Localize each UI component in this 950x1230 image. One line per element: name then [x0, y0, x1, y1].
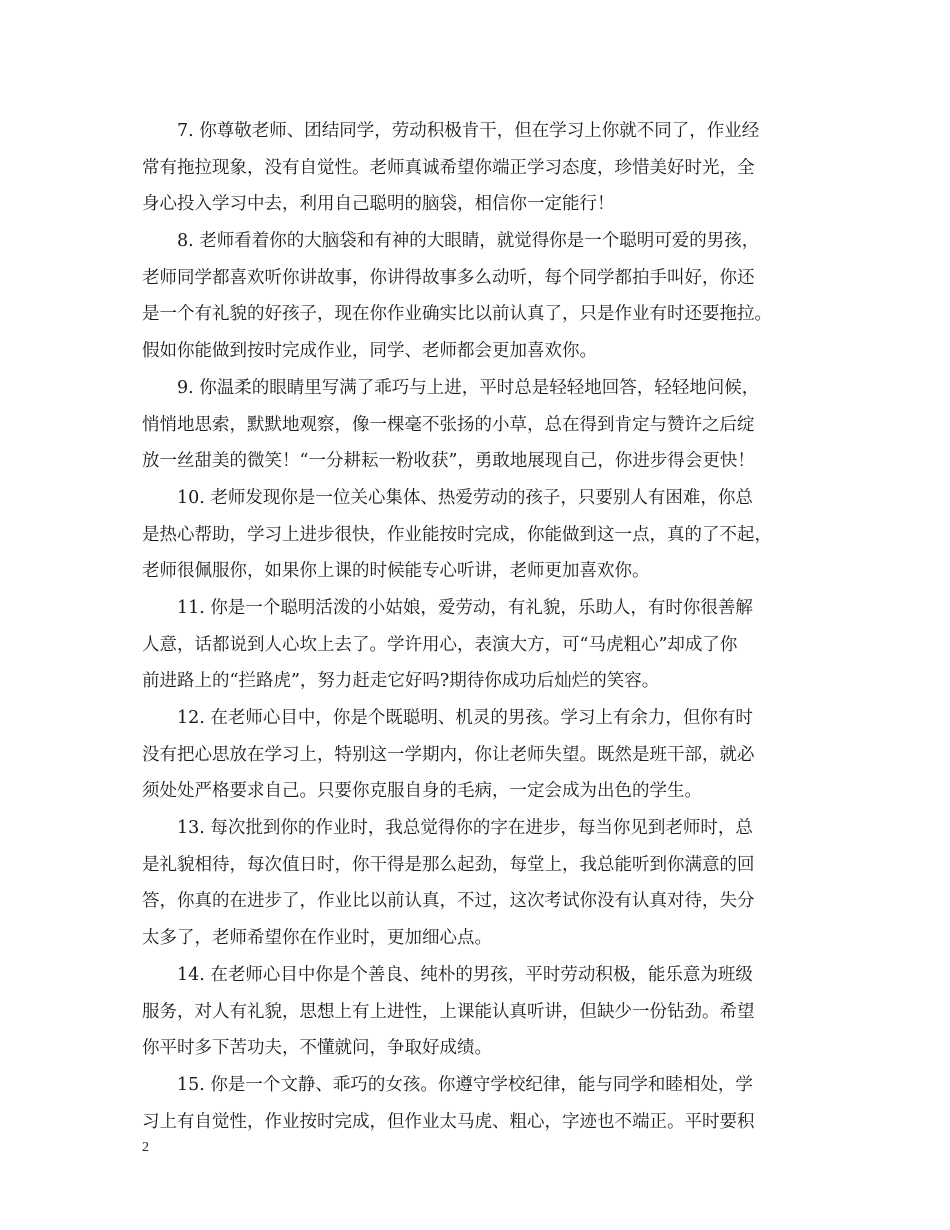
paragraph-7: [142, 113, 812, 223]
text-line: 太多了，老师希望你在作业时，更加细心点。: [142, 928, 492, 949]
text-line: 是一个有礼貌的好孩子，现在你作业确实比以前认真了，只是作业有时还要拖拉。: [142, 304, 772, 325]
text-line: 假如你能做到按时完成作业，同学、老师都会更加喜欢你。: [142, 341, 597, 362]
text-line: 人意，话都说到人心坎上去了。学许用心，表演大方，可“马虎粗心”却成了你: [142, 634, 738, 655]
text-line: 7. 你尊敬老师、团结同学，劳动积极肯干，但在学习上你就不同了，作业经: [177, 121, 760, 141]
page-number: 2: [142, 1140, 149, 1155]
paragraph-12: [142, 700, 812, 810]
paragraph-13: [142, 810, 812, 957]
text-line: 须处处严格要求自己。只要你克服自身的毛病，一定会成为出色的学生。: [142, 781, 702, 802]
text-line: 老师同学都喜欢听你讲故事，你讲得故事多么动听，每个同学都拍手叫好，你还: [142, 267, 755, 288]
text-line: 悄悄地思索，默默地观察，像一棵毫不张扬的小草，总在得到肯定与赞许之后绽: [142, 414, 755, 435]
text-line: 你平时多下苦功夫，不懂就问，争取好成绩。: [142, 1038, 492, 1059]
body-text: [142, 113, 812, 1140]
text-line: 8. 老师看着你的大脑袋和有神的大眼睛，就觉得你是一个聪明可爱的男孩，: [177, 231, 760, 252]
paragraph-15: [142, 1067, 812, 1140]
text-line: 老师很佩服你，如果你上课的时候能专心听讲，老师更加喜欢你。: [142, 561, 650, 582]
text-line: 答，你真的在进步了，作业比以前认真，不过，这次考试你没有认真对待，失分: [142, 891, 755, 912]
text-line: 是热心帮助，学习上进步很快，作业能按时完成，你能做到这一点，真的了不起，: [142, 524, 772, 545]
text-line: 服务，对人有礼貌，思想上有上进性，上课能认真听讲，但缺少一份钻劲。希望: [142, 1001, 755, 1022]
text-line: 13. 每次批到你的作业时，我总觉得你的字在进步，每当你见到老师时，总: [177, 818, 753, 839]
paragraph-11: [142, 590, 812, 700]
text-line: 前进路上的“拦路虎”，努力赶走它好吗?期待你成功后灿烂的笑容。: [142, 671, 660, 692]
text-line: 习上有自觉性，作业按时完成，但作业太马虎、粗心，字迹也不端正。平时要积: [142, 1111, 755, 1132]
text-line: 身心投入学习中去，利用自己聪明的脑袋，相信你一定能行！: [142, 194, 615, 215]
text-line: 15. 你是一个文静、乖巧的女孩。你遵守学校纪律，能与同学和睦相处，学: [177, 1074, 753, 1095]
text-line: 常有拖拉现象，没有自觉性。老师真诚希望你端正学习态度，珍惜美好时光，全: [142, 157, 755, 178]
text-line: 14. 在老师心目中你是个善良、纯朴的男孩，平时劳动积极，能乐意为班级: [177, 964, 753, 985]
text-line: 9. 你温柔的眼睛里写满了乖巧与上进，平时总是轻轻地回答，轻轻地问候，: [177, 377, 760, 398]
text-line: 没有把心思放在学习上，特别这一学期内，你让老师失望。既然是班干部，就必: [142, 744, 755, 765]
text-line: 10. 老师发现你是一位关心集体、热爱劳动的孩子，只要别人有困难，你总: [177, 487, 753, 508]
text-line: 是礼貌相待，每次值日时，你干得是那么起劲，每堂上，我总能听到你满意的回: [142, 854, 755, 875]
paragraph-9: [142, 370, 812, 480]
text-line: 11. 你是一个聪明活泼的小姑娘，爱劳动，有礼貌，乐助人，有时你很善解: [177, 597, 753, 618]
text-line: 放一丝甜美的微笑！“一分耕耘一粉收获”，勇敢地展现自己，你进步得会更快！: [142, 451, 755, 472]
paragraph-10: [142, 480, 812, 590]
paragraph-8: [142, 223, 812, 370]
text-line: 12. 在老师心目中，你是个既聪明、机灵的男孩。学习上有余力，但你有时: [177, 708, 753, 728]
paragraph-14: [142, 957, 812, 1067]
